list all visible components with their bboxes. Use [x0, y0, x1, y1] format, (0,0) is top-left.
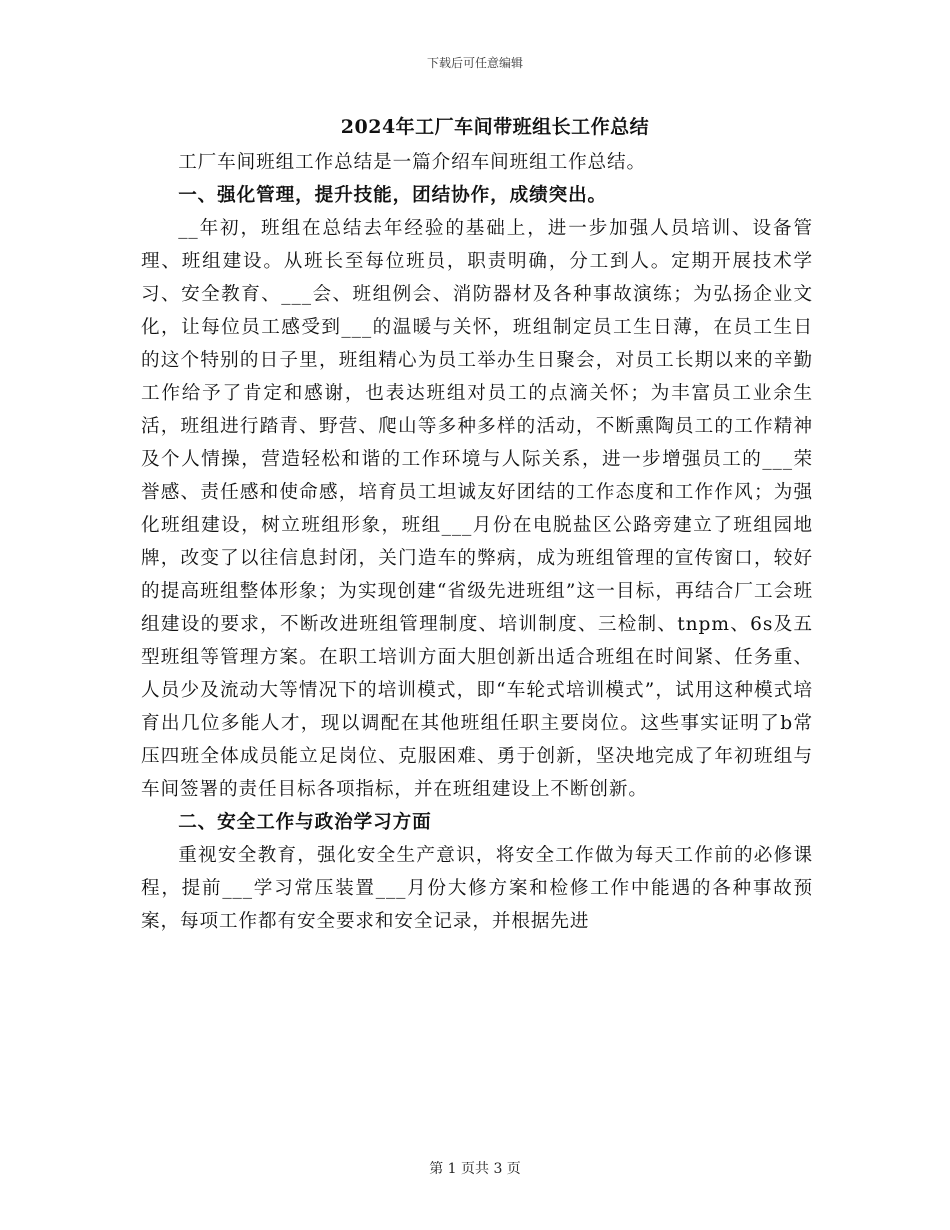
- section-1-heading: 一、强化管理，提升技能，团结协作，成绩突出。: [178, 185, 608, 206]
- section-1-body: __年初，班组在总结去年经验的基础上，进一步加强人员培训、设备管理、班组建设。从班长至每位班员，职责明确，分工到人。定期开展技术学习、安全教育、___会、班组例会、消防器材及各种事故演练；为弘扬企业文化，让每位员工感受到___的温暖与关怀，班组制定员工生日薄，在员工生日的这个特别的日子里，班组精心为员工举办生日聚会，对员工长期以来的辛勤工作给予了肯定和感谢，也表达班组对员工的点滴关怀；为丰富员工业余生活，班组进行踏青、野营、爬山等多种多样的活动，不断熏陶员工的工作精神及个人情操，营造轻松和谐的工作环境与人际关系，进一步增强员工的___荣誉感、责任感和使命感，培育员工坦诚友好团结的工作态度和工作作风；为强化班组建设，树立班组形象，班组___月份在电脱盐区公路旁建立了班组园地牌，改变了以往信息封闭，关门造车的弊病，成为班组管理的宣传窗口，较好的提高班组整体形象；为实现创建“省级先进班组”这一目标，再结合厂工会班组建设的要求，不断改进班组管理制度、培训制度、三检制、tnpm、6s及五型班组等管理方案。在职工培训方面大胆创新出适合班组在时间紧、任务重、人员少及流动大等情况下的培训模式，即“车轮式培训模式”，试用这种模式培育出几位多能人才，现以调配在其他班组任职主要岗位。这些事实证明了b常压四班全体成员能立足岗位、克服困难、勇于创新，坚决地完成了年初班组与车间签署的责任目标各项指标，并在班组建设上不断创新。: [141, 218, 813, 800]
- header-note: 下载后可任意编辑: [426, 56, 523, 70]
- document-body: [141, 112, 813, 938]
- section-2-body: 重视安全教育，强化安全生产意识，将安全工作做为每天工作前的必修课程，提前___学习常压装置___月份大修方案和检修工作中能遇的各种事故预案，每项工作都有安全要求和安全记录，并根据先进: [141, 845, 813, 932]
- document-title: 2024年工厂车间带班组长工作总结: [340, 116, 650, 138]
- section-2-heading: 二、安全工作与政治学习方面: [178, 812, 432, 833]
- page-number: 第 1 页共 3 页: [429, 1161, 521, 1177]
- intro-paragraph: 工厂车间班组工作总结是一篇介绍车间班组工作总结。: [178, 152, 647, 173]
